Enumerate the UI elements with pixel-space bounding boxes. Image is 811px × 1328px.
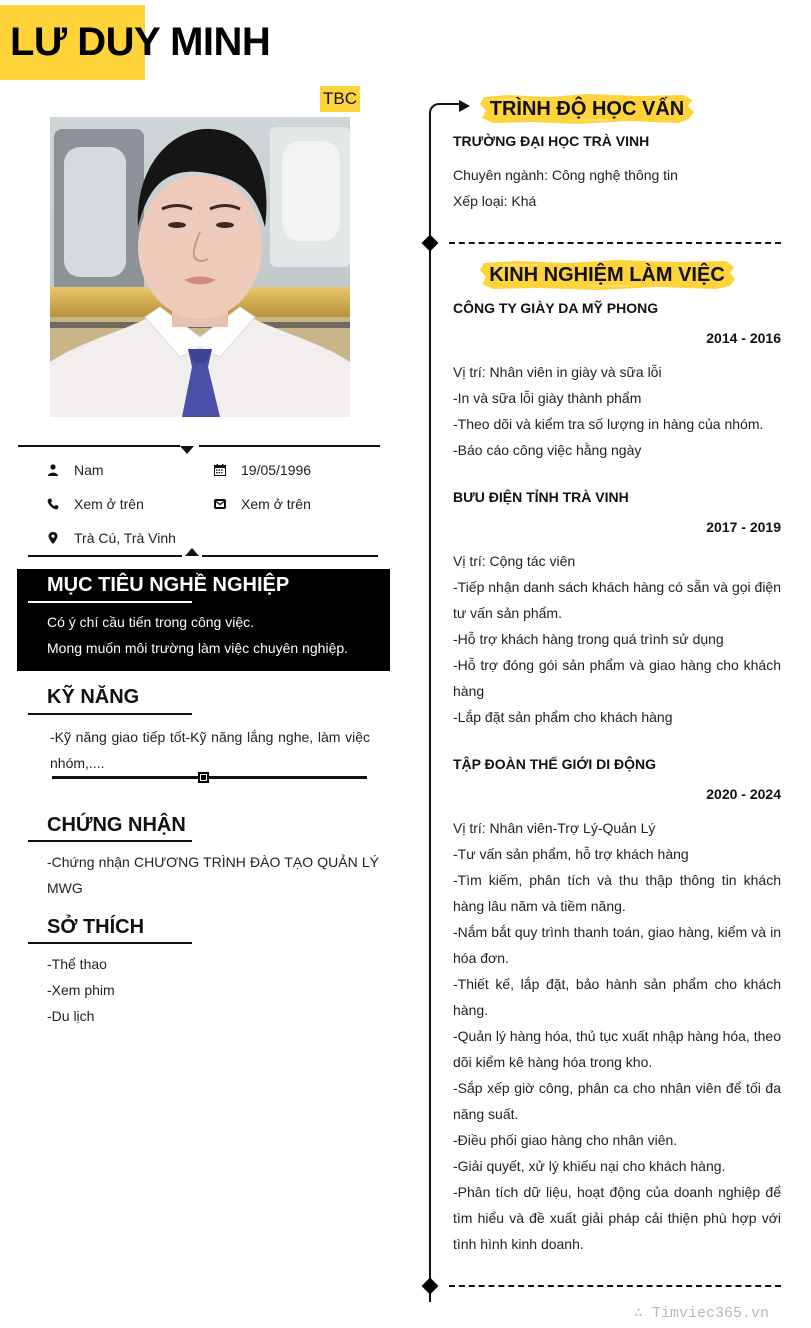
section-divider — [449, 242, 781, 244]
hobbies-title: SỞ THÍCH — [47, 916, 145, 938]
contact-address — [47, 528, 176, 548]
job-line: Vị trí: Nhân viên in giày và sữa lỗi — [453, 364, 662, 380]
envelope-icon — [214, 498, 240, 510]
phone-icon — [47, 498, 73, 510]
certificates-underline — [28, 840, 192, 842]
job-description — [453, 359, 781, 463]
objective-title: MỤC TIÊU NGHỀ NGHIỆP — [47, 574, 290, 596]
contact-bottom-rule-left — [28, 555, 182, 557]
objective-line-1: Có ý chí cầu tiến trong công việc. — [47, 614, 254, 630]
job-period: 2014 - 2016 — [706, 330, 781, 346]
job-line: -Theo dõi và kiểm tra số lượng in hàng của nhóm. — [453, 416, 764, 432]
job-line: Vị trí: Nhân viên-Trợ Lý-Quản Lý — [453, 820, 656, 836]
job-line: -Nắm bắt quy trình thanh toán, giao hàng, kiểm và in hóa đơn. — [453, 924, 781, 966]
phone-value: Xem ở trên — [74, 496, 144, 512]
job-line: -In và sữa lỗi giày thành phẩm — [453, 390, 642, 406]
job-company: CÔNG TY GIÀY DA MỸ PHONG — [453, 300, 659, 316]
job-line: -Báo cáo công việc hằng ngày — [453, 442, 642, 458]
hobby-item: -Thể thao — [47, 956, 107, 972]
certificates-text: -Chứng nhận CHƯƠNG TRÌNH ĐÀO TẠO QUẢN LÝ MWG — [47, 854, 379, 896]
section-divider — [449, 1285, 781, 1287]
job-line: Vị trí: Cộng tác viên — [453, 553, 576, 569]
education-major: Chuyên ngành: Công nghệ thông tin — [453, 167, 678, 183]
certificates-title: CHỨNG NHẬN — [47, 814, 186, 836]
job-description — [453, 815, 781, 1257]
hobby-item: -Xem phim — [47, 982, 115, 998]
gender-value: Nam — [74, 462, 104, 478]
job-line: -Thiết kế, lắp đặt, bảo hành sản phẩm cho khách hàng. — [453, 976, 781, 1018]
job-line: -Hỗ trợ đóng gói sản phẩm và giao hàng cho khách hàng — [453, 657, 781, 699]
education-details — [453, 162, 781, 214]
job-line: -Lắp đặt sản phẩm cho khách hàng — [453, 709, 673, 725]
birthday-value: 19/05/1996 — [241, 462, 312, 478]
objective-underline — [28, 601, 192, 603]
job-line: -Quản lý hàng hóa, thủ tục xuất nhập hàng hóa, theo dõi kiểm kê hàng hóa trong kho. — [453, 1028, 781, 1070]
calendar-icon — [214, 464, 240, 476]
experience-title-badge — [478, 258, 736, 292]
contact-bottom-rule-right — [202, 555, 378, 557]
contact-top-rule-left — [18, 445, 180, 447]
contact-top-triangle — [180, 446, 194, 454]
map-pin-icon — [47, 532, 73, 544]
job-period: 2020 - 2024 — [706, 786, 781, 802]
job-company: BƯU ĐIỆN TỈNH TRÀ VINH — [453, 489, 629, 505]
job-line: -Phân tích dữ liệu, hoạt động của doanh nghiệp để tìm hiểu và đề xuất giải pháp cải thiện phù hợp với tình hình kinh doanh. — [453, 1184, 781, 1252]
address-value: Trà Cú, Trà Vinh — [74, 530, 176, 546]
contact-phone — [47, 494, 144, 514]
email-value: Xem ở trên — [241, 496, 311, 512]
contact-gender — [47, 460, 104, 480]
skills-title: KỸ NĂNG — [47, 686, 140, 708]
education-title-badge — [478, 92, 696, 126]
skills-underline — [28, 713, 192, 715]
user-icon — [47, 464, 73, 476]
job-line: -Sắp xếp giờ công, phân ca cho nhân viên để tối đa năng suất. — [453, 1080, 781, 1122]
experience-title: KINH NGHIỆM LÀM VIỆC — [489, 263, 725, 286]
timeline-line — [429, 116, 431, 1302]
contact-top-rule-right — [199, 445, 380, 447]
job-line: -Điều phối giao hàng cho nhân viên. — [453, 1132, 678, 1148]
job-company: TẬP ĐOÀN THẾ GIỚI DI ĐỘNG — [453, 756, 657, 772]
job-line: -Giải quyết, xử lý khiếu nại cho khách hàng. — [453, 1158, 726, 1174]
skill-level-track — [52, 776, 367, 779]
timeline-arrow-shaft — [446, 103, 460, 105]
timeline-top-curve — [429, 103, 447, 119]
watermark: ∴ Timviec365.vn — [634, 1305, 770, 1322]
full-name: LƯ DUY MINH — [10, 20, 271, 64]
education-title: TRÌNH ĐỘ HỌC VẤN — [489, 97, 685, 120]
contact-bottom-triangle — [185, 548, 199, 556]
portrait-image — [50, 117, 350, 417]
job-description — [453, 548, 781, 730]
arrow-right-icon — [459, 100, 470, 112]
job-line: -Tư vấn sản phẩm, hỗ trợ khách hàng — [453, 846, 689, 862]
job-period: 2017 - 2019 — [706, 519, 781, 535]
skills-text: -Kỹ năng giao tiếp tốt-Kỹ năng lắng nghe, làm việc nhóm,.... — [50, 729, 370, 771]
contact-birthday — [214, 460, 311, 480]
job-line: -Tiếp nhận danh sách khách hàng có sẵn và gọi điện tư vấn sản phẩm. — [453, 579, 781, 621]
timeline-node — [422, 235, 439, 252]
timeline-node — [422, 1278, 439, 1295]
skill-level-marker — [198, 772, 209, 783]
objective-line-2: Mong muốn môi trường làm việc chuyên nghiệp. — [47, 640, 349, 656]
education-school: TRƯỜNG ĐẠI HỌC TRÀ VINH — [453, 133, 650, 149]
avatar-photo — [50, 117, 350, 417]
education-grade: Xếp loại: Khá — [453, 193, 537, 209]
hobby-item: -Du lịch — [47, 1008, 95, 1024]
contact-email — [214, 494, 311, 514]
job-line: -Tìm kiếm, phân tích và thu thập thông tin khách hàng lâu năm và tiềm năng. — [453, 872, 781, 914]
hobbies-underline — [28, 942, 192, 944]
job-line: -Hỗ trợ khách hàng trong quá trình sử dụng — [453, 631, 724, 647]
tbc-tag: TBC — [320, 86, 360, 112]
